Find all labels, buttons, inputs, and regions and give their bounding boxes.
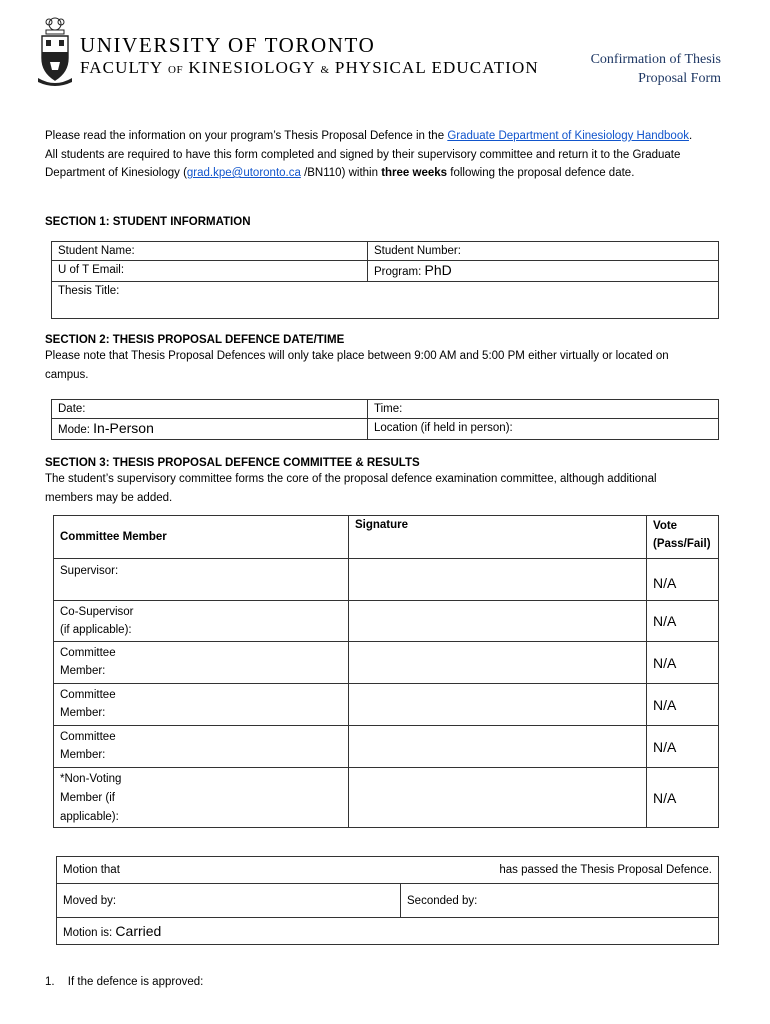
member-label-line2: Member: <box>60 665 106 677</box>
intro-text-3: /BN110) within <box>300 167 382 179</box>
col-header-signature: Signature <box>349 516 647 559</box>
motion-that-field[interactable] <box>57 857 719 884</box>
signature-cell[interactable] <box>349 559 647 601</box>
section2-heading: SECTION 2: THESIS PROPOSAL DEFENCE DATE/TIME <box>45 334 345 346</box>
vote-value: N/A <box>653 654 677 671</box>
location-label: Location (if held in person): <box>374 422 513 434</box>
moved-by-label: Moved by: <box>63 894 117 907</box>
faculty-of: OF <box>168 64 184 76</box>
signature-cell[interactable] <box>349 601 647 642</box>
committee-row <box>54 559 719 601</box>
member-label: Committee <box>60 647 116 659</box>
student-name-field[interactable] <box>52 242 368 261</box>
mode-label: Mode: <box>58 424 90 436</box>
member-cell <box>54 601 349 642</box>
vote-cell[interactable] <box>647 684 719 726</box>
member-label-line2: (if applicable): <box>60 624 132 636</box>
mode-field[interactable] <box>52 419 368 440</box>
section2-note: Please note that Thesis Proposal Defences will only take place between 9:00 AM and 5:00 PM either virtually or located on campus. <box>45 350 669 381</box>
faculty-name <box>80 58 539 80</box>
email-link[interactable]: grad.kpe@utoronto.ca <box>186 167 301 179</box>
member-cell <box>54 726 349 768</box>
form-title-line2: Proposal Form <box>638 71 721 86</box>
thesis-title-field[interactable] <box>52 282 719 319</box>
member-label: Supervisor: <box>60 565 119 577</box>
vote-value: N/A <box>653 789 677 806</box>
time-field[interactable] <box>368 400 719 419</box>
vote-cell[interactable] <box>647 768 719 828</box>
has-passed-label: has passed the Thesis Proposal Defence. <box>499 864 712 876</box>
motion-is-label: Motion is: <box>63 927 113 939</box>
member-cell <box>54 684 349 726</box>
intro-text-1: Please read the information on your program’s Thesis Proposal Defence in the <box>45 130 448 142</box>
form-title-line1: Confirmation of Thesis <box>590 52 721 67</box>
form-title <box>591 50 721 88</box>
seconded-by-field[interactable] <box>401 884 719 918</box>
member-label-line3: applicable): <box>60 811 119 823</box>
vote-value: N/A <box>653 738 677 755</box>
faculty-word: FACULTY <box>80 58 163 77</box>
section1-heading: SECTION 1: STUDENT INFORMATION <box>45 216 251 228</box>
signature-cell[interactable] <box>349 768 647 828</box>
university-crest-icon <box>36 14 74 86</box>
member-cell <box>54 642 349 684</box>
handbook-link[interactable]: Graduate Department of Kinesiology Handbook <box>447 130 689 142</box>
motion-is-field[interactable] <box>57 918 719 945</box>
moved-by-field[interactable] <box>57 884 401 918</box>
member-label-line2: Member: <box>60 749 106 761</box>
col-header-vote <box>647 516 719 559</box>
col-header-vote-line1: Vote <box>653 520 678 532</box>
member-label: Committee <box>60 731 116 743</box>
date-field[interactable] <box>52 400 368 419</box>
member-label: Committee <box>60 689 116 701</box>
committee-row <box>54 642 719 684</box>
student-info-table <box>51 241 719 319</box>
intro-bold: three weeks <box>381 167 448 179</box>
location-field[interactable] <box>368 419 719 440</box>
committee-row <box>54 768 719 828</box>
vote-cell[interactable] <box>647 726 719 768</box>
section3-heading: SECTION 3: THESIS PROPOSAL DEFENCE COMMITTEE & RESULTS <box>45 457 420 469</box>
vote-value: N/A <box>653 613 677 629</box>
vote-cell[interactable] <box>647 601 719 642</box>
mode-value: In-Person <box>93 420 154 436</box>
member-label: *Non-Voting <box>60 773 122 785</box>
col-header-vote-line2: (Pass/Fail) <box>653 538 711 550</box>
student-name-label: Student Name: <box>58 245 135 257</box>
member-cell <box>54 559 349 601</box>
program-value: PhD <box>424 262 452 278</box>
program-field[interactable] <box>368 261 719 282</box>
col-header-member: Committee Member <box>54 516 349 559</box>
member-label-line2: Member: <box>60 707 106 719</box>
faculty-ampersand: & <box>320 64 330 76</box>
intro-paragraph <box>45 127 705 183</box>
list-item-number: 1. <box>45 976 55 988</box>
member-label: Co-Supervisor <box>60 606 134 618</box>
defence-datetime-table <box>51 399 719 440</box>
vote-value: N/A <box>653 696 677 713</box>
vote-cell[interactable] <box>647 642 719 684</box>
thesis-title-label: Thesis Title: <box>58 285 120 297</box>
email-field[interactable] <box>52 261 368 282</box>
program-label: Program: <box>374 266 422 278</box>
student-number-label: Student Number: <box>374 245 461 257</box>
member-label-line2: Member (if <box>60 792 115 804</box>
faculty-kinesiology: KINESIOLOGY <box>188 58 316 77</box>
intro-text-2: . All students are required to have this form completed and signed by their supervisory committee and return it to the Graduate Department of Kinesiology ( <box>45 130 693 179</box>
vote-value: N/A <box>653 574 677 591</box>
date-label: Date: <box>58 403 86 415</box>
approval-list <box>45 974 203 990</box>
section3-note: The student’s supervisory committee forms the core of the proposal defence examination committee, although additional members may be added. <box>45 473 657 504</box>
motion-table <box>56 856 719 945</box>
motion-is-value: Carried <box>115 923 162 939</box>
university-name: UNIVERSITY OF TORONTO <box>80 33 376 57</box>
member-cell <box>54 768 349 828</box>
student-number-field[interactable] <box>368 242 719 261</box>
seconded-by-label: Seconded by: <box>407 894 478 907</box>
faculty-pe: PHYSICAL EDUCATION <box>334 58 539 77</box>
committee-table <box>53 515 719 828</box>
email-label: U of T Email: <box>58 264 125 276</box>
vote-cell[interactable] <box>647 559 719 601</box>
intro-text-4: following the proposal defence date. <box>447 167 635 179</box>
time-label: Time: <box>374 403 403 415</box>
signature-cell[interactable] <box>349 642 647 684</box>
motion-that-label: Motion that <box>63 864 120 876</box>
signature-cell[interactable] <box>349 684 647 726</box>
committee-row <box>54 726 719 768</box>
committee-row <box>54 601 719 642</box>
committee-row <box>54 684 719 726</box>
list-item-text: If the defence is approved: <box>67 976 204 988</box>
signature-cell[interactable] <box>349 726 647 768</box>
